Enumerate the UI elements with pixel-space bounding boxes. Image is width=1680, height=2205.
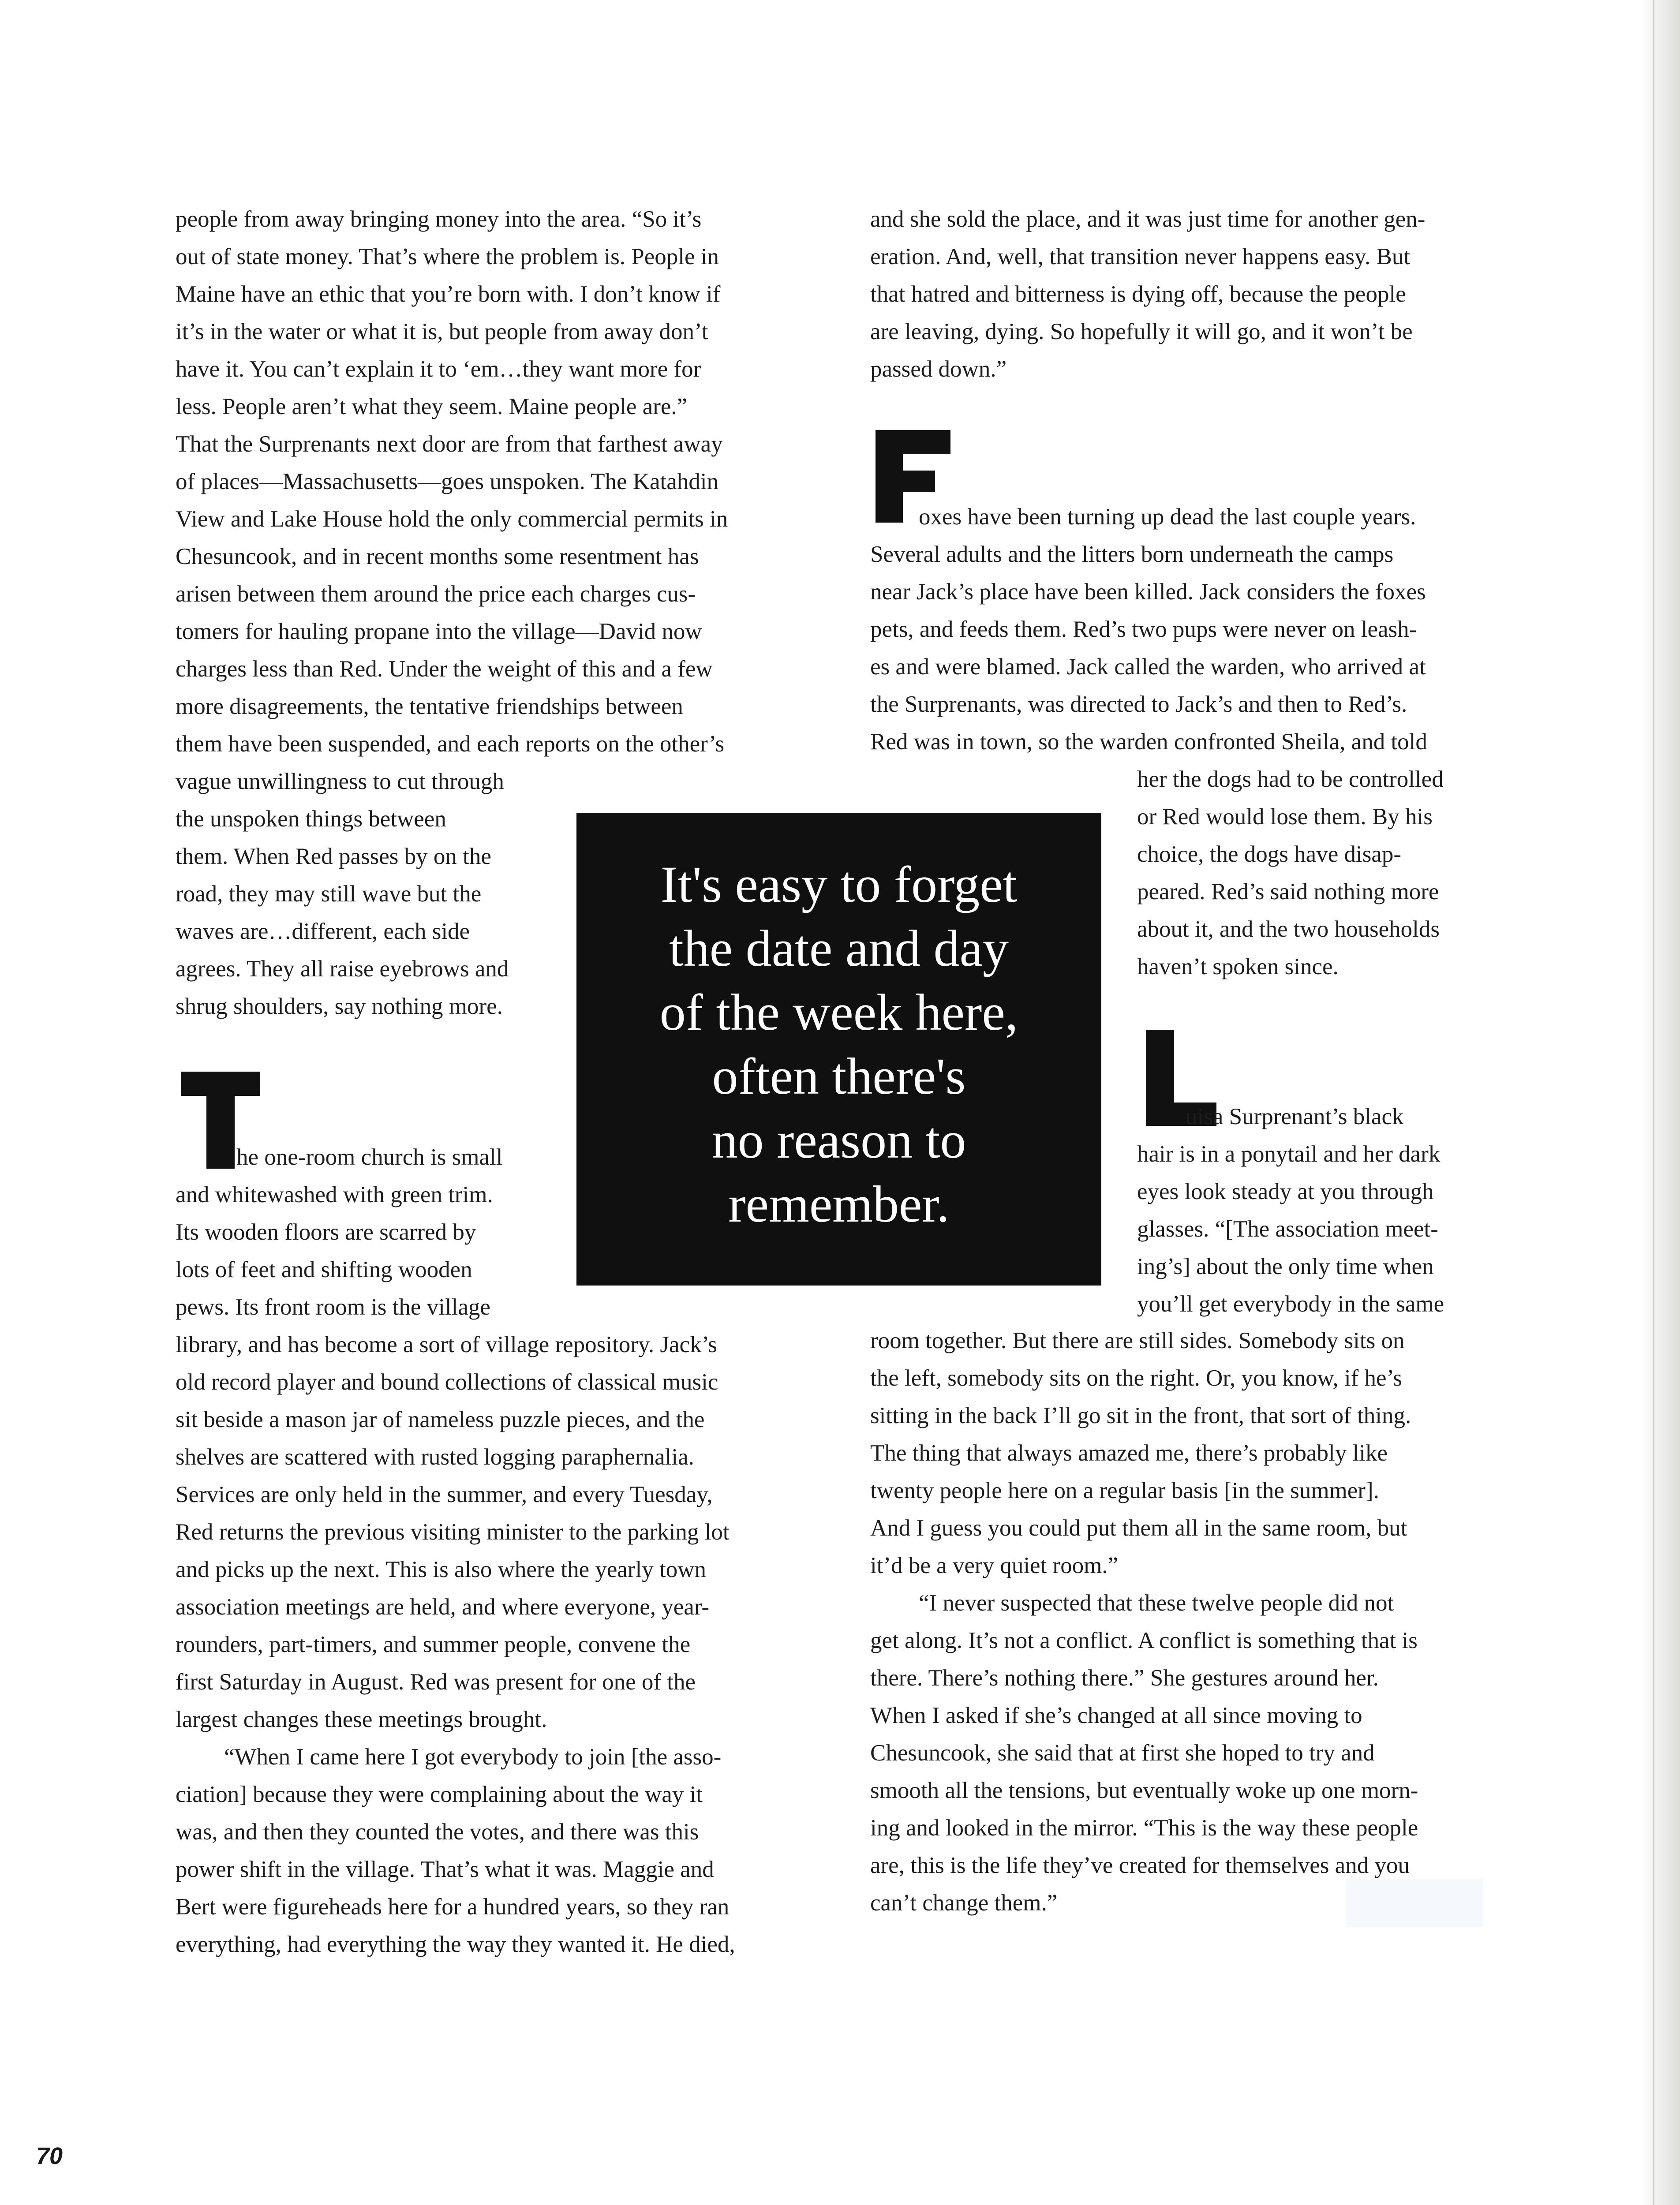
text-line: vague unwillingness to cut through — [176, 769, 504, 794]
text-line: room together. But there are still sides. Somebody sits on — [870, 1328, 1405, 1353]
text-line: he one-room church is small — [236, 1144, 503, 1170]
text-line: Chesuncook, and in recent months some resentment has — [176, 544, 699, 569]
text-line: association meetings are held, and where everyone, year- — [176, 1594, 710, 1620]
pull-quote-line: the date and day — [669, 919, 1009, 977]
pull-quote-line: of the week here, — [659, 983, 1018, 1041]
text-line: hair is in a ponytail and her dark — [1137, 1141, 1441, 1167]
right-column-foxes-narrow — [1137, 761, 1499, 986]
text-line: it’s in the water or what it is, but people from away don’t — [176, 319, 708, 344]
text-line: are, this is the life they’ve created for themselves and you — [870, 1853, 1410, 1878]
text-line: are leaving, dying. So hopefully it will go, and it won’t be — [870, 319, 1413, 344]
right-column-luisa-narrow — [1137, 1098, 1499, 1323]
text-line: ciation] because they were complaining about the way it — [176, 1782, 703, 1807]
right-column-foxes-paragraph — [870, 498, 1497, 761]
text-line: View and Lake House hold the only commercial permits in — [176, 506, 728, 532]
text-line: largest changes these meetings brought. — [176, 1707, 547, 1732]
text-line: and whitewashed with green trim. — [176, 1182, 493, 1207]
text-line: everything, had everything the way they wanted it. He died, — [176, 1932, 735, 1957]
text-line: that hatred and bitterness is dying off, because the people — [870, 281, 1406, 307]
pull-quote-line: no reason to — [711, 1111, 966, 1169]
text-line: less. People aren’t what they seem. Maine people are.” — [176, 394, 688, 419]
text-line: there. There’s nothing there.” She gestures around her. — [870, 1665, 1379, 1691]
text-line: and she sold the place, and it was just time for another gen- — [870, 206, 1426, 232]
text-line: near Jack’s place have been killed. Jack considers the foxes — [870, 579, 1426, 605]
text-line: Red was in town, so the warden confronted Sheila, and told — [870, 729, 1427, 755]
text-line: agrees. They all raise eyebrows and — [176, 956, 509, 982]
text-line: pets, and feeds them. Red’s two pups were never on leash- — [870, 617, 1417, 642]
text-line: es and were blamed. Jack called the warden, who arrived at — [870, 654, 1426, 680]
text-line: eration. And, well, that transition never happens easy. But — [870, 244, 1411, 269]
text-line: ing’s] about the only time when — [1137, 1254, 1434, 1279]
text-line: “I never suspected that these twelve people did not — [919, 1590, 1394, 1616]
pull-quote-line: It's easy to forget — [660, 856, 1018, 913]
text-line: And I guess you could put them all in the same room, but — [870, 1515, 1407, 1541]
text-line: have it. You can’t explain it to ‘em…they want more for — [176, 356, 701, 382]
text-line: sit beside a mason jar of nameless puzzle pieces, and the — [176, 1407, 705, 1432]
text-line: Its wooden floors are scarred by — [176, 1219, 476, 1245]
text-line: ing and looked in the mirror. “This is the way these people — [870, 1815, 1418, 1841]
text-line: shelves are scattered with rusted logging paraphernalia. — [176, 1444, 694, 1470]
right-column-paragraph-1 — [870, 201, 1497, 388]
text-line: rounders, part-timers, and summer people, convene the — [176, 1632, 691, 1657]
text-line: the left, somebody sits on the right. Or, you know, if he’s — [870, 1365, 1402, 1391]
text-line: smooth all the tensions, but eventually woke up one morn- — [870, 1778, 1418, 1803]
text-line: old record player and bound collections of classical music — [176, 1369, 718, 1395]
text-line: or Red would lose them. By his — [1137, 804, 1433, 830]
text-line: eyes look steady at you through — [1137, 1179, 1434, 1204]
text-line: the unspoken things between — [176, 806, 446, 832]
text-line: them. When Red passes by on the — [176, 844, 491, 869]
text-line: library, and has become a sort of village repository. Jack’s — [176, 1332, 717, 1357]
text-line: The thing that always amazed me, there’s probably like — [870, 1440, 1388, 1466]
text-line: get along. It’s not a conflict. A conflict is something that is — [870, 1628, 1418, 1653]
text-line: her the dogs had to be controlled — [1137, 766, 1444, 792]
text-line: oxes have been turning up dead the last couple years. — [919, 504, 1416, 530]
text-line: twenty people here on a regular basis [in the summer]. — [870, 1478, 1379, 1503]
page-edge-line — [1653, 0, 1654, 2205]
text-line: waves are…different, each side — [176, 919, 470, 944]
text-line: the Surprenants, was directed to Jack’s and then to Red’s. — [870, 691, 1407, 717]
text-line: was, and then they counted the votes, and there was this — [176, 1819, 699, 1845]
text-line: can’t change them.” — [870, 1890, 1058, 1916]
page-edge-shadow — [1640, 0, 1680, 2205]
text-line: choice, the dogs have disap- — [1137, 841, 1401, 867]
text-line: pews. Its front room is the village — [176, 1294, 490, 1320]
text-line: road, they may still wave but the — [176, 881, 482, 907]
text-line: arisen between them around the price each charges cus- — [176, 581, 696, 607]
text-line: Services are only held in the summer, and every Tuesday, — [176, 1482, 713, 1507]
text-line: Red returns the previous visiting minister to the parking lot — [176, 1519, 730, 1545]
text-line: “When I came here I got everybody to join [the asso- — [224, 1744, 722, 1770]
text-line: first Saturday in August. Red was present for one of the — [176, 1669, 696, 1695]
pull-quote-box — [576, 813, 1101, 1286]
pull-quote-line: often there's — [712, 1047, 966, 1105]
text-line: it’d be a very quiet room.” — [870, 1553, 1119, 1578]
text-line: glasses. “[The association meet- — [1137, 1216, 1438, 1242]
text-line: uisa Surprenant’s black — [1186, 1104, 1404, 1129]
text-line: Maine have an ethic that you’re born with. I don’t know if — [176, 281, 721, 307]
text-line: Chesuncook, she said that at first she hoped to try and — [870, 1740, 1375, 1766]
pull-quote-line: remember. — [728, 1175, 950, 1233]
text-line: When I asked if she’s changed at all since moving to — [870, 1703, 1362, 1728]
text-line: and picks up the next. This is also where the yearly town — [176, 1557, 707, 1582]
text-line: tomers for hauling propane into the village—David now — [176, 619, 702, 644]
text-line: That the Surprenants next door are from that farthest away — [176, 431, 723, 457]
text-line: you’ll get everybody in the same — [1137, 1291, 1444, 1317]
text-line: peared. Red’s said nothing more — [1137, 879, 1439, 904]
page-number: 70 — [36, 2143, 63, 2169]
text-line: passed down.” — [870, 356, 1007, 382]
text-line: shrug shoulders, say nothing more. — [176, 994, 503, 1019]
text-line: haven’t spoken since. — [1137, 954, 1339, 979]
text-line: out of state money. That’s where the problem is. People in — [176, 244, 719, 269]
text-line: about it, and the two households — [1137, 916, 1440, 942]
text-line: lots of feet and shifting wooden — [176, 1257, 472, 1282]
text-line: them have been suspended, and each reports on the other’s — [176, 731, 725, 757]
text-line: people from away bringing money into the area. “So it’s — [176, 206, 702, 232]
text-line: charges less than Red. Under the weight of this and a few — [176, 656, 713, 682]
text-line: more disagreements, the tentative friendships between — [176, 694, 683, 719]
text-line: sitting in the back I’ll go sit in the front, that sort of thing. — [870, 1403, 1411, 1428]
text-line: Several adults and the litters born underneath the camps — [870, 542, 1394, 567]
text-line: power shift in the village. That’s what it was. Maggie and — [176, 1857, 714, 1882]
right-column-luisa-paragraph — [870, 1322, 1497, 1922]
text-line: Bert were figureheads here for a hundred years, so they ran — [176, 1894, 730, 1920]
faint-scan-mark — [1346, 1879, 1483, 1927]
text-line: of places—Massachusetts—goes unspoken. The Katahdin — [176, 469, 719, 494]
